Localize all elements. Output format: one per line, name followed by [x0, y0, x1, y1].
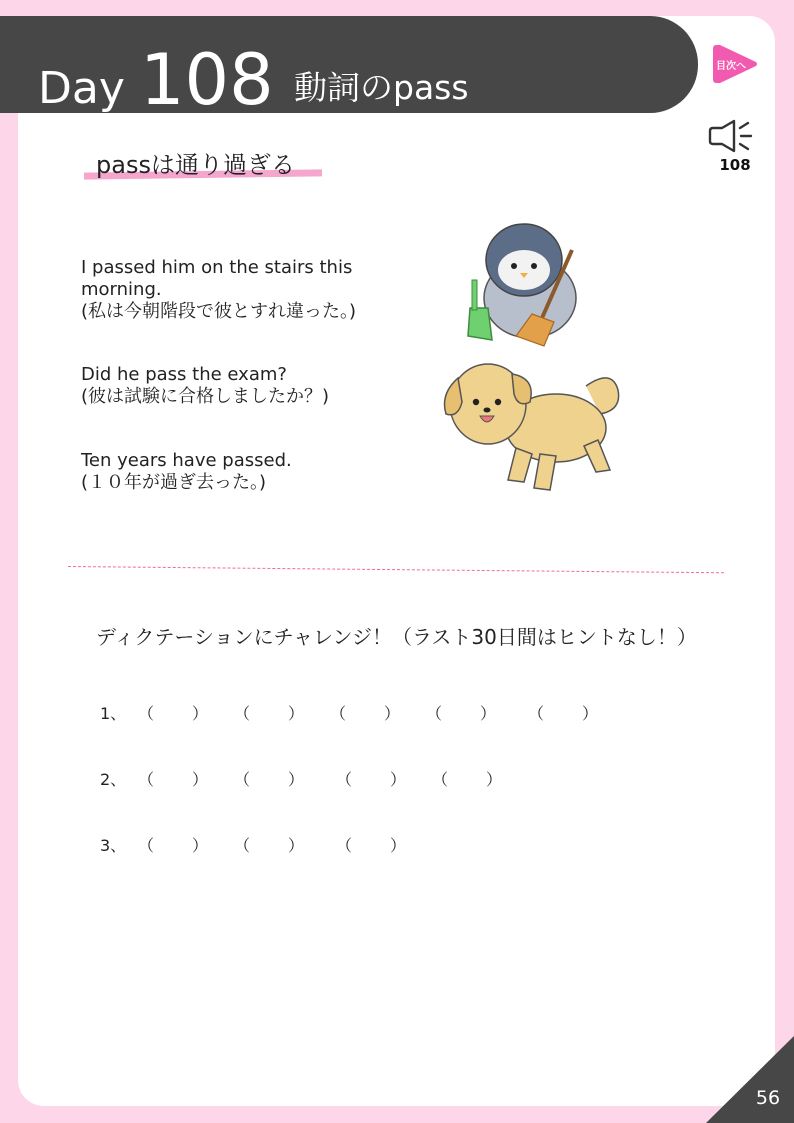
day-number: 108 — [140, 39, 274, 121]
dog-icon — [445, 364, 619, 490]
blank-field[interactable]: （ ） — [138, 704, 208, 723]
blank-field[interactable]: （ ） — [432, 770, 502, 789]
section-title: passは通り過ぎる — [96, 151, 295, 179]
corner-fold — [706, 1036, 794, 1123]
example-japanese: (１０年が過ぎ去った。) — [81, 472, 267, 493]
toc-button[interactable] — [712, 43, 758, 85]
blank-field[interactable]: （ ） — [336, 836, 406, 855]
line-number: 3、 — [100, 836, 127, 855]
header-bar — [0, 16, 698, 121]
example-2 — [81, 364, 411, 408]
day-word: Day — [38, 63, 125, 114]
example-1 — [81, 257, 411, 323]
line-number: 1、 — [100, 704, 127, 723]
example-english: Did he pass the exam? — [81, 364, 287, 385]
example-japanese: (私は今朝階段で彼とすれ違った。) — [81, 301, 357, 322]
audio-button[interactable] — [708, 118, 762, 178]
toc-label: 目次へ — [716, 61, 746, 72]
blank-field[interactable]: （ ） — [234, 770, 304, 789]
blank-field[interactable]: （ ） — [528, 704, 598, 723]
example-3 — [81, 450, 411, 494]
blank-field[interactable]: （ ） — [234, 836, 304, 855]
blank-field[interactable]: （ ） — [330, 704, 400, 723]
track-number: 108 — [719, 156, 751, 174]
blank-field[interactable]: （ ） — [138, 770, 208, 789]
speaker-icon — [708, 118, 762, 156]
example-japanese: (彼は試験に合格しましたか？) — [81, 386, 330, 407]
line-number: 2、 — [100, 770, 127, 789]
dictation-line-1 — [100, 702, 620, 726]
blank-field[interactable]: （ ） — [426, 704, 496, 723]
blank-field[interactable]: （ ） — [336, 770, 406, 789]
page-number: 56 — [755, 1087, 781, 1109]
dictation-line-3 — [100, 834, 430, 858]
example-english: I passed him on the stairs this morning. — [81, 257, 353, 300]
example-english: Ten years have passed. — [81, 450, 292, 471]
blank-field[interactable]: （ ） — [138, 836, 208, 855]
dictation-title: ディクテーションにチャレンジ！（ラスト30日間はヒントなし！） — [96, 625, 697, 649]
blank-field[interactable]: （ ） — [234, 704, 304, 723]
illustration — [436, 218, 632, 500]
dictation-line-2 — [100, 768, 520, 792]
penguin-sweeping-icon — [468, 224, 576, 346]
page-title: 動詞のpass — [294, 68, 469, 107]
